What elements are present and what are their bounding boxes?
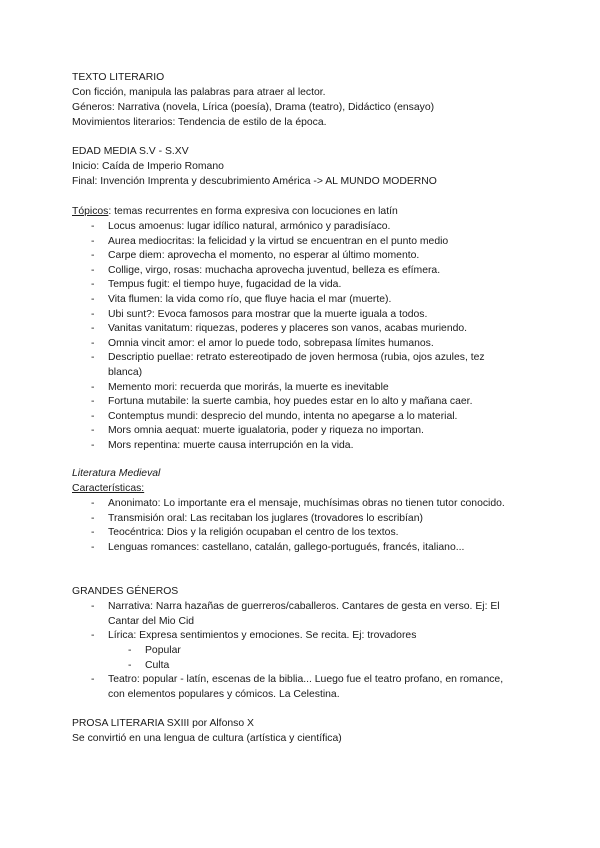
list-item: - Ubi sunt?: Evoca famosos para mostrar que la muerte iguala a todos. bbox=[0, 308, 518, 323]
caracteristicas-label: Características: bbox=[72, 483, 145, 494]
list-item: - Aurea mediocritas: la felicidad y la virtud se encuentran en el punto medio bbox=[0, 235, 518, 250]
texto-literario-heading: TEXTO LITERARIO bbox=[72, 72, 165, 83]
list-item: - Carpe diem: aprovecha el momento, no esperar al último momento. bbox=[0, 249, 518, 264]
edad-media-final: Final: Invención Imprenta y descubrimiento América -> AL MUNDO MODERNO bbox=[72, 176, 437, 187]
list-item: - Anonimato: Lo importante era el mensaje, muchísimas obras no tienen tutor conocido. bbox=[0, 497, 518, 512]
list-item: - Transmisión oral: Las recitaban los juglares (trovadores lo escribían) bbox=[0, 512, 518, 527]
list-item: - Contemptus mundi: desprecio del mundo, intenta no apegarse a lo material. bbox=[0, 410, 518, 425]
list-item: - Omnia vincit amor: el amor lo puede todo, sobrepasa límites humanos. bbox=[0, 337, 518, 352]
edad-media-heading: EDAD MEDIA S.V - S.XV bbox=[72, 146, 189, 157]
teatro-list bbox=[0, 673, 600, 702]
list-item-lirica: - Lírica: Expresa sentimientos y emociones. Se recita. Ej: trovadores bbox=[0, 629, 518, 644]
list-item: - Vita flumen: la vida como río, que fluye hacia el mar (muerte). bbox=[0, 293, 518, 308]
prosa-heading: PROSA LITERARIA SXIII por Alfonso X bbox=[72, 718, 254, 729]
list-item: - Tempus fugit: el tiempo huye, fugacidad de la vida. bbox=[0, 278, 518, 293]
topicos-list bbox=[0, 220, 600, 454]
edad-media-inicio: Inicio: Caída de Imperio Romano bbox=[72, 161, 224, 172]
list-item: - Teocéntrica: Dios y la religión ocupaban el centro de los textos. bbox=[0, 526, 518, 541]
list-item: - Mors omnia aequat: muerte igualatoria, poder y riqueza no importan. bbox=[0, 424, 518, 439]
prosa-line: Se convirtió en una lengua de cultura (artística y científica) bbox=[72, 733, 342, 744]
topicos-intro bbox=[72, 205, 398, 220]
lirica-sublist bbox=[0, 644, 600, 673]
list-item: - Vanitas vanitatum: riquezas, poderes y placeres son vanos, acabas muriendo. bbox=[0, 322, 518, 337]
list-item: - Memento mori: recuerda que morirás, la muerte es inevitable bbox=[0, 381, 518, 396]
texto-literario-line: Movimientos literarios: Tendencia de estilo de la época. bbox=[72, 117, 327, 128]
list-item-teatro: - Teatro: popular - latín, escenas de la biblia... Luego fue el teatro profano, en romance, con elementos populares y cómicos. La Celestina. bbox=[0, 673, 518, 702]
list-item: - Collige, virgo, rosas: muchacha aprovecha juventud, belleza es efímera. bbox=[0, 264, 518, 279]
literatura-medieval-heading: Literatura Medieval bbox=[72, 468, 161, 479]
list-item: - Locus amoenus: lugar idílico natural, armónico y paradisíaco. bbox=[0, 220, 518, 235]
list-item: - Lenguas romances: castellano, catalán, gallego-portugués, francés, italiano... bbox=[0, 541, 518, 556]
list-item-narrativa: - Narrativa: Narra hazañas de guerreros/caballeros. Cantares de gesta en verso. Ej: El Cantar del Mio Cid bbox=[0, 600, 518, 629]
list-item: - Mors repentina: muerte causa interrupción en la vida. bbox=[0, 439, 518, 454]
list-item-culta: - Culta bbox=[0, 659, 555, 674]
generos-list bbox=[0, 600, 600, 644]
topicos-intro-text: : temas recurrentes en forma expresiva con locuciones en latín bbox=[108, 206, 398, 217]
grandes-generos-heading: GRANDES GÉNEROS bbox=[72, 586, 179, 597]
list-item-popular: - Popular bbox=[0, 644, 555, 659]
list-item: - Descriptio puellae: retrato estereotipado de joven hermosa (rubia, ojos azules, tez blanca) bbox=[0, 351, 518, 380]
list-item: - Fortuna mutabile: la suerte cambia, hoy puedes estar en lo alto y mañana caer. bbox=[0, 395, 518, 410]
texto-literario-line: Con ficción, manipula las palabras para atraer al lector. bbox=[72, 87, 326, 98]
texto-literario-line: Géneros: Narrativa (novela, Lírica (poesía), Drama (teatro), Didáctico (ensayo) bbox=[72, 102, 435, 113]
caracteristicas-list bbox=[0, 497, 600, 555]
topicos-label: Tópicos bbox=[72, 206, 109, 217]
